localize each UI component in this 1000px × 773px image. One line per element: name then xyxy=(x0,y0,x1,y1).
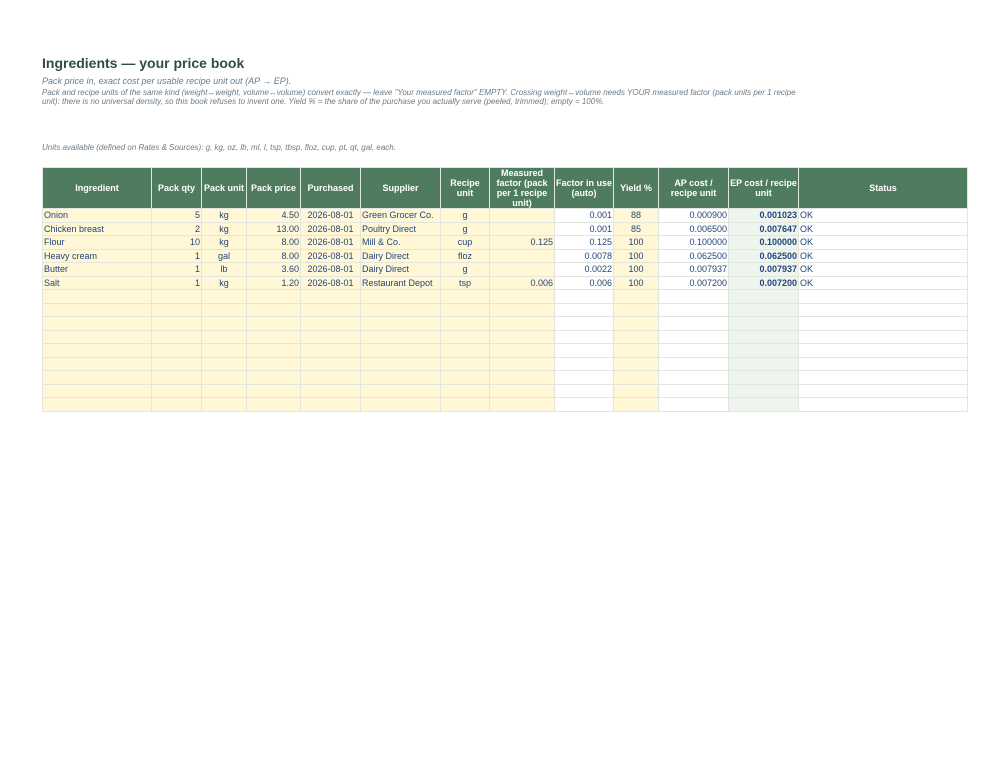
page-title: Ingredients — your price book xyxy=(42,55,245,71)
cell-measured-factor[interactable] xyxy=(490,330,555,344)
cell-supplier[interactable] xyxy=(361,371,441,385)
cell-pack-qty[interactable] xyxy=(152,371,202,385)
cell-factor-in-use xyxy=(555,330,614,344)
empty-table-row xyxy=(43,317,968,331)
cell-recipe-unit[interactable]: g xyxy=(441,263,490,277)
cell-purchased[interactable] xyxy=(301,303,361,317)
cell-factor-in-use: 0.006 xyxy=(555,276,614,290)
cell-ingredient[interactable] xyxy=(43,330,152,344)
cell-measured-factor[interactable] xyxy=(490,303,555,317)
cell-yield[interactable] xyxy=(614,303,659,317)
cell-purchased[interactable]: 2026-08-01 xyxy=(301,222,361,236)
empty-table-row xyxy=(43,344,968,358)
cell-ingredient[interactable] xyxy=(43,290,152,304)
cell-factor-in-use: 0.001 xyxy=(555,209,614,223)
cell-yield[interactable] xyxy=(614,330,659,344)
table-row xyxy=(43,209,968,223)
cell-factor-in-use: 0.0022 xyxy=(555,263,614,277)
cell-purchased[interactable] xyxy=(301,344,361,358)
cell-supplier[interactable] xyxy=(361,330,441,344)
cell-yield[interactable]: 100 xyxy=(614,249,659,263)
cell-supplier[interactable] xyxy=(361,344,441,358)
cell-status: OK xyxy=(799,263,968,277)
cell-ep-cost xyxy=(729,384,799,398)
cell-status: OK xyxy=(799,209,968,223)
cell-ep-cost: 0.062500 xyxy=(729,249,799,263)
cell-measured-factor[interactable] xyxy=(490,209,555,223)
cell-purchased[interactable] xyxy=(301,384,361,398)
cell-supplier[interactable] xyxy=(361,317,441,331)
empty-table-row xyxy=(43,398,968,412)
cell-pack-unit[interactable]: lb xyxy=(202,263,247,277)
cell-pack-price[interactable] xyxy=(247,303,301,317)
cell-purchased[interactable] xyxy=(301,398,361,412)
cell-ep-cost xyxy=(729,398,799,412)
cell-recipe-unit[interactable]: cup xyxy=(441,236,490,250)
cell-factor-in-use: 0.001 xyxy=(555,222,614,236)
cell-status: OK xyxy=(799,276,968,290)
cell-pack-unit[interactable] xyxy=(202,344,247,358)
cell-purchased[interactable] xyxy=(301,317,361,331)
column-header-ap-cost: AP cost / recipe unit xyxy=(659,168,729,209)
cell-purchased[interactable]: 2026-08-01 xyxy=(301,209,361,223)
cell-ap-cost: 0.000900 xyxy=(659,209,729,223)
cell-measured-factor[interactable] xyxy=(490,222,555,236)
cell-ap-cost xyxy=(659,317,729,331)
cell-supplier[interactable] xyxy=(361,398,441,412)
cell-measured-factor[interactable] xyxy=(490,384,555,398)
instructions-text: Pack and recipe units of the same kind (weight↔weight, volume↔volume) convert exactly — leave "Your measured factor" EMPTY. Crossing weight↔volume needs YOUR measured factor (pack units per 1 recipe unit): there is no universal density, so this book refuses to invent one. Yield % = the share of the purchase you actually serve (peeled, trimmed); empty = 100%. xyxy=(42,88,796,106)
empty-table-row xyxy=(43,330,968,344)
cell-recipe-unit[interactable] xyxy=(441,330,490,344)
cell-ingredient[interactable] xyxy=(43,398,152,412)
column-header-supplier: Supplier xyxy=(361,168,441,209)
cell-pack-unit[interactable] xyxy=(202,290,247,304)
cell-factor-in-use xyxy=(555,371,614,385)
cell-ingredient[interactable] xyxy=(43,371,152,385)
cell-recipe-unit[interactable]: floz xyxy=(441,249,490,263)
cell-ep-cost: 0.100000 xyxy=(729,236,799,250)
cell-pack-qty[interactable] xyxy=(152,330,202,344)
cell-factor-in-use xyxy=(555,398,614,412)
cell-pack-unit[interactable]: kg xyxy=(202,276,247,290)
cell-ep-cost xyxy=(729,290,799,304)
cell-measured-factor[interactable] xyxy=(490,398,555,412)
cell-purchased[interactable] xyxy=(301,371,361,385)
cell-ep-cost: 0.007200 xyxy=(729,276,799,290)
table-row xyxy=(43,236,968,250)
empty-table-row xyxy=(43,303,968,317)
cell-pack-unit[interactable] xyxy=(202,398,247,412)
cell-recipe-unit[interactable] xyxy=(441,344,490,358)
cell-pack-price[interactable]: 13.00 xyxy=(247,222,301,236)
cell-factor-in-use xyxy=(555,357,614,371)
cell-yield[interactable]: 85 xyxy=(614,222,659,236)
column-header-purchased: Purchased xyxy=(301,168,361,209)
cell-pack-price[interactable] xyxy=(247,290,301,304)
cell-recipe-unit[interactable] xyxy=(441,384,490,398)
cell-factor-in-use xyxy=(555,344,614,358)
cell-pack-qty[interactable] xyxy=(152,290,202,304)
cell-factor-in-use xyxy=(555,384,614,398)
price-book-table xyxy=(42,167,968,412)
cell-pack-price[interactable] xyxy=(247,344,301,358)
cell-recipe-unit[interactable] xyxy=(441,290,490,304)
cell-ap-cost: 0.007200 xyxy=(659,276,729,290)
cell-supplier[interactable]: Mill & Co. xyxy=(361,236,441,250)
cell-purchased[interactable]: 2026-08-01 xyxy=(301,249,361,263)
cell-measured-factor[interactable] xyxy=(490,249,555,263)
cell-supplier[interactable] xyxy=(361,290,441,304)
cell-pack-price[interactable]: 8.00 xyxy=(247,236,301,250)
cell-ep-cost: 0.007937 xyxy=(729,263,799,277)
cell-pack-price[interactable] xyxy=(247,357,301,371)
cell-status: OK xyxy=(799,249,968,263)
cell-supplier[interactable]: Restaurant Depot xyxy=(361,276,441,290)
column-header-recipe-unit: Recipe unit xyxy=(441,168,490,209)
cell-ap-cost xyxy=(659,303,729,317)
column-header-status: Status xyxy=(799,168,968,209)
cell-recipe-unit[interactable]: g xyxy=(441,222,490,236)
cell-ap-cost: 0.062500 xyxy=(659,249,729,263)
cell-measured-factor[interactable] xyxy=(490,317,555,331)
cell-ap-cost xyxy=(659,290,729,304)
cell-measured-factor[interactable] xyxy=(490,290,555,304)
cell-yield[interactable] xyxy=(614,357,659,371)
cell-ingredient[interactable]: Chicken breast xyxy=(43,222,152,236)
cell-status: OK xyxy=(799,222,968,236)
cell-recipe-unit[interactable] xyxy=(441,371,490,385)
column-header-yield: Yield % xyxy=(614,168,659,209)
cell-ep-cost xyxy=(729,344,799,358)
column-header-measured-factor: Measured factor (pack per 1 recipe unit) xyxy=(490,168,555,209)
table-body xyxy=(43,209,968,412)
cell-yield[interactable]: 88 xyxy=(614,209,659,223)
column-header-factor-in-use: Factor in use (auto) xyxy=(555,168,614,209)
cell-pack-unit[interactable] xyxy=(202,317,247,331)
cell-pack-unit[interactable] xyxy=(202,330,247,344)
page-subtitle: Pack price in, exact cost per usable recipe unit out (AP → EP). xyxy=(42,76,292,86)
cell-recipe-unit[interactable]: g xyxy=(441,209,490,223)
cell-pack-qty[interactable] xyxy=(152,344,202,358)
cell-status: OK xyxy=(799,236,968,250)
cell-status xyxy=(799,303,968,317)
cell-pack-unit[interactable]: kg xyxy=(202,222,247,236)
table-row xyxy=(43,276,968,290)
cell-yield[interactable] xyxy=(614,384,659,398)
cell-ingredient[interactable]: Heavy cream xyxy=(43,249,152,263)
cell-recipe-unit[interactable] xyxy=(441,317,490,331)
cell-pack-unit[interactable] xyxy=(202,357,247,371)
cell-purchased[interactable]: 2026-08-01 xyxy=(301,236,361,250)
empty-table-row xyxy=(43,357,968,371)
cell-supplier[interactable] xyxy=(361,357,441,371)
cell-recipe-unit[interactable] xyxy=(441,357,490,371)
cell-pack-qty[interactable] xyxy=(152,384,202,398)
cell-status xyxy=(799,290,968,304)
column-header-pack-unit: Pack unit xyxy=(202,168,247,209)
cell-yield[interactable] xyxy=(614,371,659,385)
cell-supplier[interactable] xyxy=(361,303,441,317)
cell-pack-qty[interactable]: 1 xyxy=(152,263,202,277)
cell-ingredient[interactable] xyxy=(43,317,152,331)
cell-ingredient[interactable]: Onion xyxy=(43,209,152,223)
cell-status xyxy=(799,357,968,371)
cell-ingredient[interactable]: Butter xyxy=(43,263,152,277)
cell-yield[interactable] xyxy=(614,398,659,412)
cell-pack-unit[interactable] xyxy=(202,303,247,317)
cell-pack-unit[interactable]: gal xyxy=(202,249,247,263)
cell-supplier[interactable]: Dairy Direct xyxy=(361,249,441,263)
cell-measured-factor[interactable]: 0.125 xyxy=(490,236,555,250)
cell-pack-qty[interactable]: 2 xyxy=(152,222,202,236)
cell-purchased[interactable] xyxy=(301,330,361,344)
cell-purchased[interactable] xyxy=(301,290,361,304)
cell-ap-cost xyxy=(659,330,729,344)
cell-supplier[interactable]: Green Grocer Co. xyxy=(361,209,441,223)
cell-yield[interactable] xyxy=(614,317,659,331)
cell-pack-price[interactable] xyxy=(247,330,301,344)
cell-ep-cost xyxy=(729,303,799,317)
empty-table-row xyxy=(43,290,968,304)
cell-pack-price[interactable] xyxy=(247,371,301,385)
cell-ap-cost xyxy=(659,384,729,398)
cell-ingredient[interactable] xyxy=(43,357,152,371)
cell-yield[interactable]: 100 xyxy=(614,276,659,290)
cell-pack-qty[interactable]: 10 xyxy=(152,236,202,250)
cell-factor-in-use xyxy=(555,290,614,304)
cell-status xyxy=(799,384,968,398)
cell-measured-factor[interactable] xyxy=(490,344,555,358)
column-header-ep-cost: EP cost / recipe unit xyxy=(729,168,799,209)
cell-ep-cost: 0.007647 xyxy=(729,222,799,236)
cell-recipe-unit[interactable]: tsp xyxy=(441,276,490,290)
cell-factor-in-use xyxy=(555,317,614,331)
cell-ap-cost: 0.100000 xyxy=(659,236,729,250)
cell-yield[interactable]: 100 xyxy=(614,263,659,277)
cell-pack-unit[interactable]: kg xyxy=(202,236,247,250)
cell-factor-in-use xyxy=(555,303,614,317)
column-header-pack-qty: Pack qty xyxy=(152,168,202,209)
cell-ingredient[interactable]: Flour xyxy=(43,236,152,250)
cell-pack-price[interactable] xyxy=(247,398,301,412)
empty-table-row xyxy=(43,384,968,398)
cell-factor-in-use: 0.0078 xyxy=(555,249,614,263)
cell-pack-qty[interactable]: 1 xyxy=(152,276,202,290)
cell-ep-cost xyxy=(729,371,799,385)
cell-status xyxy=(799,371,968,385)
column-header-pack-price: Pack price xyxy=(247,168,301,209)
cell-ap-cost xyxy=(659,398,729,412)
cell-recipe-unit[interactable] xyxy=(441,303,490,317)
cell-pack-price[interactable] xyxy=(247,317,301,331)
cell-ep-cost xyxy=(729,357,799,371)
cell-supplier[interactable]: Poultry Direct xyxy=(361,222,441,236)
cell-pack-qty[interactable] xyxy=(152,357,202,371)
cell-factor-in-use: 0.125 xyxy=(555,236,614,250)
cell-pack-price[interactable]: 4.50 xyxy=(247,209,301,223)
cell-measured-factor[interactable] xyxy=(490,357,555,371)
table-row xyxy=(43,222,968,236)
cell-pack-unit[interactable]: kg xyxy=(202,209,247,223)
cell-pack-qty[interactable] xyxy=(152,398,202,412)
cell-yield[interactable]: 100 xyxy=(614,236,659,250)
cell-ingredient[interactable] xyxy=(43,344,152,358)
cell-pack-price[interactable]: 8.00 xyxy=(247,249,301,263)
cell-yield[interactable] xyxy=(614,290,659,304)
cell-pack-qty[interactable]: 1 xyxy=(152,249,202,263)
cell-purchased[interactable]: 2026-08-01 xyxy=(301,263,361,277)
cell-yield[interactable] xyxy=(614,344,659,358)
cell-supplier[interactable] xyxy=(361,384,441,398)
cell-pack-qty[interactable] xyxy=(152,303,202,317)
cell-measured-factor[interactable] xyxy=(490,263,555,277)
cell-supplier[interactable]: Dairy Direct xyxy=(361,263,441,277)
cell-ingredient[interactable]: Salt xyxy=(43,276,152,290)
empty-table-row xyxy=(43,371,968,385)
cell-pack-price[interactable] xyxy=(247,384,301,398)
table-row xyxy=(43,263,968,277)
cell-pack-price[interactable]: 3.60 xyxy=(247,263,301,277)
table-header-row xyxy=(43,168,968,209)
cell-measured-factor[interactable] xyxy=(490,371,555,385)
units-note: Units available (defined on Rates & Sources): g, kg, oz, lb, ml, l, tsp, tbsp, floz, cup, pt, qt, gal, each. xyxy=(42,143,396,152)
cell-ap-cost: 0.006500 xyxy=(659,222,729,236)
cell-measured-factor[interactable]: 0.006 xyxy=(490,276,555,290)
cell-pack-unit[interactable] xyxy=(202,371,247,385)
cell-ep-cost xyxy=(729,330,799,344)
cell-ap-cost xyxy=(659,357,729,371)
cell-status xyxy=(799,317,968,331)
cell-purchased[interactable]: 2026-08-01 xyxy=(301,276,361,290)
cell-ap-cost: 0.007937 xyxy=(659,263,729,277)
cell-ingredient[interactable] xyxy=(43,303,152,317)
cell-status xyxy=(799,330,968,344)
cell-pack-price[interactable]: 1.20 xyxy=(247,276,301,290)
cell-ap-cost xyxy=(659,344,729,358)
cell-ep-cost xyxy=(729,317,799,331)
cell-recipe-unit[interactable] xyxy=(441,398,490,412)
cell-status xyxy=(799,344,968,358)
cell-pack-unit[interactable] xyxy=(202,384,247,398)
cell-purchased[interactable] xyxy=(301,357,361,371)
table-row xyxy=(43,249,968,263)
cell-ingredient[interactable] xyxy=(43,384,152,398)
cell-ap-cost xyxy=(659,371,729,385)
column-header-ingredient: Ingredient xyxy=(43,168,152,209)
cell-ep-cost: 0.001023 xyxy=(729,209,799,223)
cell-status xyxy=(799,398,968,412)
cell-pack-qty[interactable]: 5 xyxy=(152,209,202,223)
cell-pack-qty[interactable] xyxy=(152,317,202,331)
